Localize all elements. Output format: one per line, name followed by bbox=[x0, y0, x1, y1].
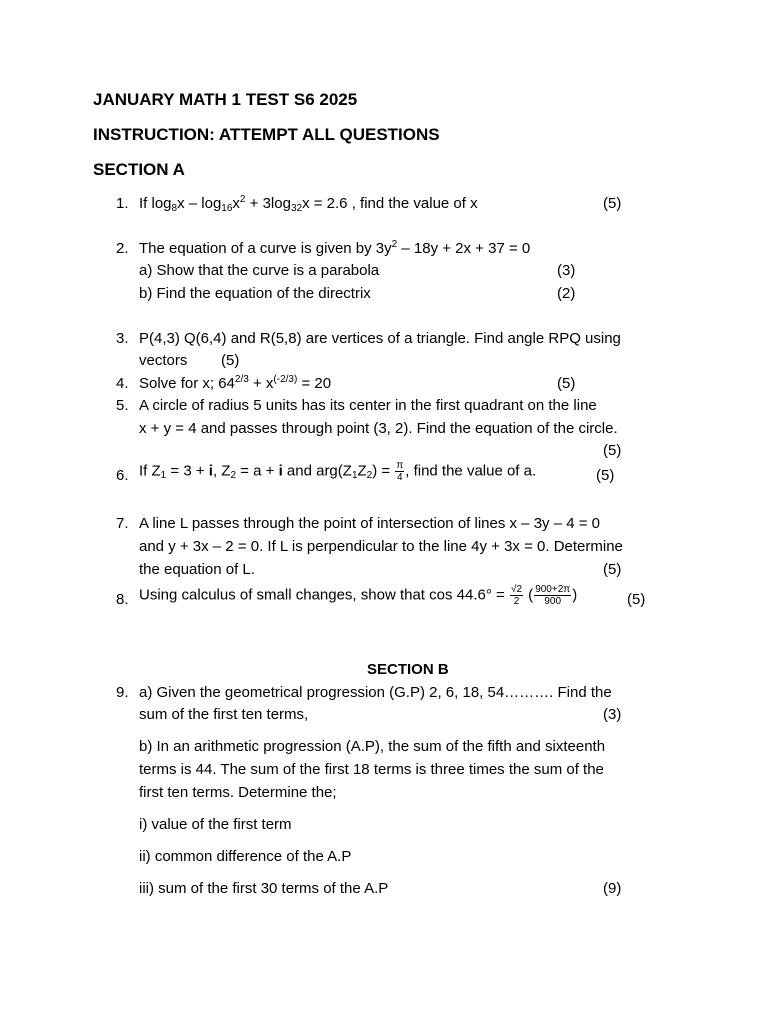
question-5-marks: (5) bbox=[603, 442, 622, 459]
instruction-heading: INSTRUCTION: ATTEMPT ALL QUESTIONS bbox=[93, 125, 440, 144]
question-9a-line-2: sum of the first ten terms, bbox=[139, 706, 309, 723]
question-9b-marks: (9) bbox=[603, 880, 622, 897]
question-7-line-3: the equation of L. bbox=[139, 561, 255, 578]
question-3-number: 3. bbox=[116, 330, 129, 347]
question-5-line-1: A circle of radius 5 units has its center in the first quadrant on the line bbox=[139, 397, 597, 414]
question-7-marks: (5) bbox=[603, 561, 622, 578]
question-6-marks: (5) bbox=[596, 467, 615, 484]
question-9b-part-i: i) value of the first term bbox=[139, 816, 292, 833]
question-7-line-2: and y + 3x – 2 = 0. If L is perpendicular to the line 4y + 3x = 0. Determine bbox=[139, 538, 623, 555]
question-2b-marks: (2) bbox=[557, 285, 576, 302]
question-9a-marks: (3) bbox=[603, 706, 622, 723]
page-title: JANUARY MATH 1 TEST S6 2025 bbox=[93, 90, 358, 109]
question-5-line-2: x + y = 4 and passes through point (3, 2). Find the equation of the circle. bbox=[139, 420, 618, 437]
question-4-number: 4. bbox=[116, 375, 129, 392]
question-9a-line-1: a) Given the geometrical progression (G.P) 2, 6, 18, 54………. Find the bbox=[139, 684, 612, 701]
question-8-text: Using calculus of small changes, show that cos 44.6° = $\frac{√2}{2}$ ( $\frac{900+2\pi}{900}$ ) bbox=[139, 584, 578, 607]
question-9b-part-ii: ii) common difference of the A.P bbox=[139, 848, 352, 865]
question-3-marks: (5) bbox=[221, 352, 240, 369]
question-6-number: 6. bbox=[116, 467, 129, 484]
question-1-number: 1. bbox=[116, 195, 129, 212]
question-5-number: 5. bbox=[116, 397, 129, 414]
question-4-marks: (5) bbox=[557, 375, 576, 392]
question-2a-marks: (3) bbox=[557, 262, 576, 279]
question-8-number: 8. bbox=[116, 591, 129, 608]
question-9-number: 9. bbox=[116, 684, 129, 701]
question-2b-text: b) Find the equation of the directrix bbox=[139, 285, 371, 302]
question-7-number: 7. bbox=[116, 515, 129, 532]
question-9b-line-1: b) In an arithmetic progression (A.P), the sum of the fifth and sixteenth bbox=[139, 738, 606, 755]
question-3-line-1: P(4,3) Q(6,4) and R(5,8) are vertices of a triangle. Find angle RPQ using bbox=[139, 330, 621, 347]
question-2-text: The equation of a curve is given by $3y^2 - 18y + 2x + 37 = 0$ bbox=[139, 239, 531, 257]
section-b-heading: SECTION B bbox=[367, 661, 449, 678]
question-1-text: If $\log_8x - \log_{16}x^2 + 3\log_{32}x = 2.6$ , find the value of x bbox=[139, 194, 478, 214]
question-7-line-1: A line L passes through the point of intersection of lines x – 3y – 4 = 0 bbox=[139, 515, 600, 532]
question-6-text: If $Z_1 = 3 + i$, $Z_2 = a + i$ and $arg(Z_1Z_2)$ = $\frac{\pi}{4}$ , find the value of a. bbox=[139, 460, 537, 483]
question-9b-part-iii: iii) sum of the first 30 terms of the A.P bbox=[139, 880, 389, 897]
question-9b-line-3: first ten terms. Determine the; bbox=[139, 784, 337, 801]
question-2-number: 2. bbox=[116, 240, 129, 257]
question-1-marks: (5) bbox=[603, 195, 622, 212]
question-8-marks: (5) bbox=[627, 591, 646, 608]
question-2a-text: a) Show that the curve is a parabola bbox=[139, 262, 380, 279]
section-a-heading: SECTION A bbox=[93, 160, 185, 179]
question-9b-line-2: terms is 44. The sum of the first 18 terms is three times the sum of the bbox=[139, 761, 604, 778]
question-4-text: Solve for x; $64^{2/3} + x^{(-2/3)} = 20$ bbox=[139, 374, 332, 392]
question-3-line-2: vectors bbox=[139, 352, 188, 369]
